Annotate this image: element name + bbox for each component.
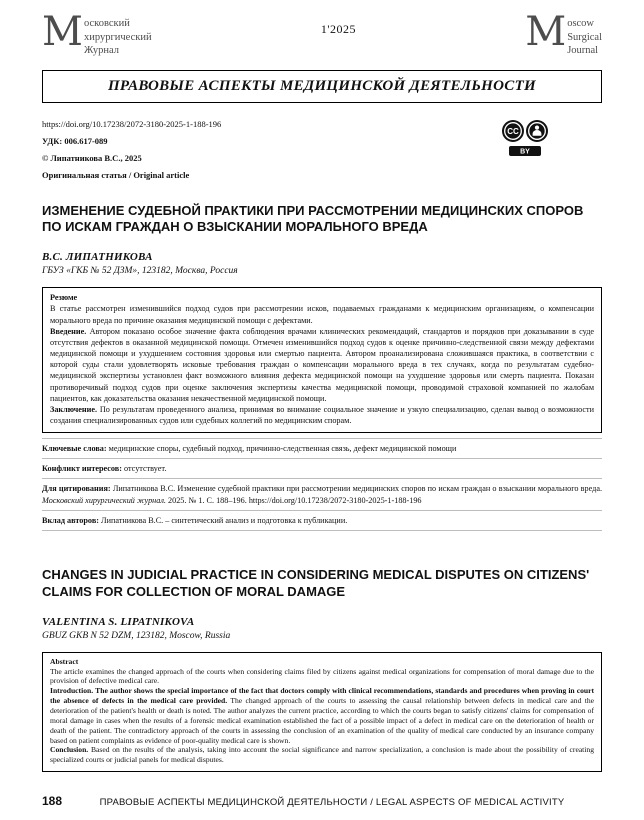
abstract-introduction-en [50,686,594,745]
abstract-intro-ru: В статье рассмотрен изменившийся подход судов при рассмотрении исков, подаваемых гражданами к медицинским организациям, о компенсации морального вреда по причине оказания медицинской помощи с дефектами. [50,304,594,325]
conflict-label: Конфликт интересов: [42,464,122,474]
section-banner: ПРАВОВЫЕ АСПЕКТЫ МЕДИЦИНСКОЙ ДЕЯТЕЛЬНОСТИ [42,70,602,103]
introduction-label-en: Introduction. [50,686,94,696]
conclusion-text-ru: По результатам проведенного анализа, принимая во внимание социальное значение и узкую специализацию, сделан вывод о возможности создания специализированных судов или судебных коллегий по медицинским спорам. [50,404,595,425]
citation-tail: 2025. № 1. С. 188–196. https://doi.org/10.17238/2072-3180-2025-1-188-196 [165,495,422,505]
citation-label: Для цитирования: [42,484,111,494]
conclusion-text-en: Based on the results of the analysis, taking into account the social significance and narrow specialization, a conclusion is made about the possibility of creating specialized courts or judicial panels for medical disputes. [50,745,594,765]
article-type: Оригинальная статья / Original article [42,169,190,180]
meta-license-row [42,119,602,187]
cc-by-badge-graphic [500,119,550,157]
abstract-introduction-ru [50,326,594,404]
logo-line: хирургический [83,31,152,43]
article-metadata-rows [42,438,602,531]
citation-text: Липатникова В.С. Изменение судебной практики при рассмотрении медицинских споров по искам граждан о взыскании морального вреда. [112,484,603,494]
copyright-line: © Липатникова В.С., 2025 [42,152,142,163]
keywords-text: медицинские споры, судебный подход, причинно-следственная связь, дефект медицинской помощи [108,444,457,454]
doi-link[interactable]: https://doi.org/10.17238/2072-3180-2025-1-188-196 [42,118,222,129]
journal-logo-en [525,9,602,58]
author-name-en: VALENTINA S. LIPATNIKOVA [42,615,195,628]
conflict-of-interest-row [42,459,602,479]
udk-code: УДК: 006.617-089 [42,135,108,146]
page-number: 188 [42,794,63,808]
citation-row [42,479,602,510]
logo-line: oscow [567,18,595,29]
article-title-ru: ИЗМЕНЕНИЕ СУДЕБНОЙ ПРАКТИКИ ПРИ РАССМОТРЕНИИ МЕДИЦИНСКИХ СПОРОВ ПО ИСКАМ ГРАЖДАН О ВЗЫСКАНИИ МОРАЛЬНОГО ВРЕДА [42,202,584,235]
citation-journal: Московский хирургический журнал. [42,495,166,505]
conflict-text: отсутствует. [124,464,167,474]
logo-line: Журнал [83,45,119,56]
cc-by-license-badge[interactable] [500,119,550,162]
author-name-ru: В.С. ЛИПАТНИКОВА [42,251,153,264]
running-title: ПРАВОВЫЕ АСПЕКТЫ МЕДИЦИНСКОЙ ДЕЯТЕЛЬНОСТИ / LEGAL ASPECTS OF MEDICAL ACTIVITY [99,797,565,808]
logo-line: Journal [567,45,599,56]
introduction-text-en: The changed approach of the courts to assessing the causal relationship between defects in medical care and the deterioration of the patient's health or death is noted. The author analyzes the current practice, according to which the courts began to satisfy citizens' claims for compensation of moral damage in cases when the results of a forensic medical examination established the fact of a possible impact of a defect in medical care on the deterioration of health or death of the patient. The contradictory approach of the courts in assessing the conclusion of an examination of the quality of medical care conducted by an insurance company based on patient complaints as evidence of poor-quality medical care is shown. [50,696,595,745]
logo-initial-ru: М [42,9,83,55]
logo-line: Surgical [567,31,602,43]
logo-line: осковский [83,18,130,29]
affiliation-en: GBUZ GKB N 52 DZM, 123182, Moscow, Russia [42,630,231,641]
logo-text-ru [84,12,152,58]
person-icon [526,120,548,142]
keywords-label: Ключевые слова: [42,444,107,454]
introduction-lead-en: The author shows the special importance of the fact that doctors comply with clinical recommendations, standards and procedures when proving in court the absence of defects in the medical care provided. [50,686,594,706]
introduction-text-ru: Автором показано особое значение факта соблюдения врачами клинических рекомендаций, стандартов и порядков при доказывании в суде отсутствия дефектов в оказанной медицинской помощи. Отмечен изменившийся подход судов к оценке причинно-следственной связи между дефектами медицинской помощи и ухудшением состояния здоровья или смертью пациента. Автором проанализирована сложившаяся практика, в соответствии с которой суды стали удовлетворять исковые требования граждан о компенсации морального вреда в тех случаях, когда по результатам судебно-медицинской экспертизы установлен факт возможного влияния дефекта медицинской помощи на ухудшение здоровья или смерть пациента. Показан противоречивый подход судов при оценке заключения экспертизы качества медицинской помощи, проводимой страховой компанией по жалобам пациентов, как доказательства оказания некачественной медицинской помощи. [50,326,594,403]
article-meta [42,119,221,187]
abstract-conclusion-en [50,745,594,765]
abstract-box-ru [42,287,602,433]
author-contribution-row [42,511,602,531]
contribution-text: Липатникова В.С. – синтетический анализ и подготовка к публикации. [101,515,348,525]
introduction-label-ru: Введение. [50,326,87,336]
abstract-label-ru: Резюме [50,293,78,303]
affiliation-ru: ГБУЗ «ГКБ № 52 ДЗМ», 123182, Москва, Россия [42,266,238,277]
journal-logo-ru [42,9,152,58]
issue-number: 1'2025 [320,22,356,36]
by-letters: BY [520,148,530,156]
logo-text-en [567,12,602,58]
abstract-conclusion-ru [50,404,594,426]
page-footer [42,794,602,808]
logo-initial-en: M [525,9,567,55]
keywords-row [42,438,602,459]
abstract-box-en [42,652,602,772]
by-label [509,146,541,156]
conclusion-label-ru: Заключение. [50,404,98,414]
abstract-label-en: Abstract [50,656,79,666]
contribution-label: Вклад авторов: [42,515,99,525]
conclusion-label-en: Conclusion. [50,745,89,755]
cc-letters: CC [507,126,519,136]
masthead [42,9,602,58]
abstract-intro-en: The article examines the changed approach of the courts when considering claims filed by citizens against medical organizations for compensation of moral damage due to the provision of defective medical care. [50,666,594,686]
cc-icon [502,120,524,142]
article-title-en: CHANGES IN JUDICIAL PRACTICE IN CONSIDERING MEDICAL DISPUTES ON CITIZENS' CLAIMS FOR COLLECTION OF MORAL DAMAGE [42,566,590,599]
